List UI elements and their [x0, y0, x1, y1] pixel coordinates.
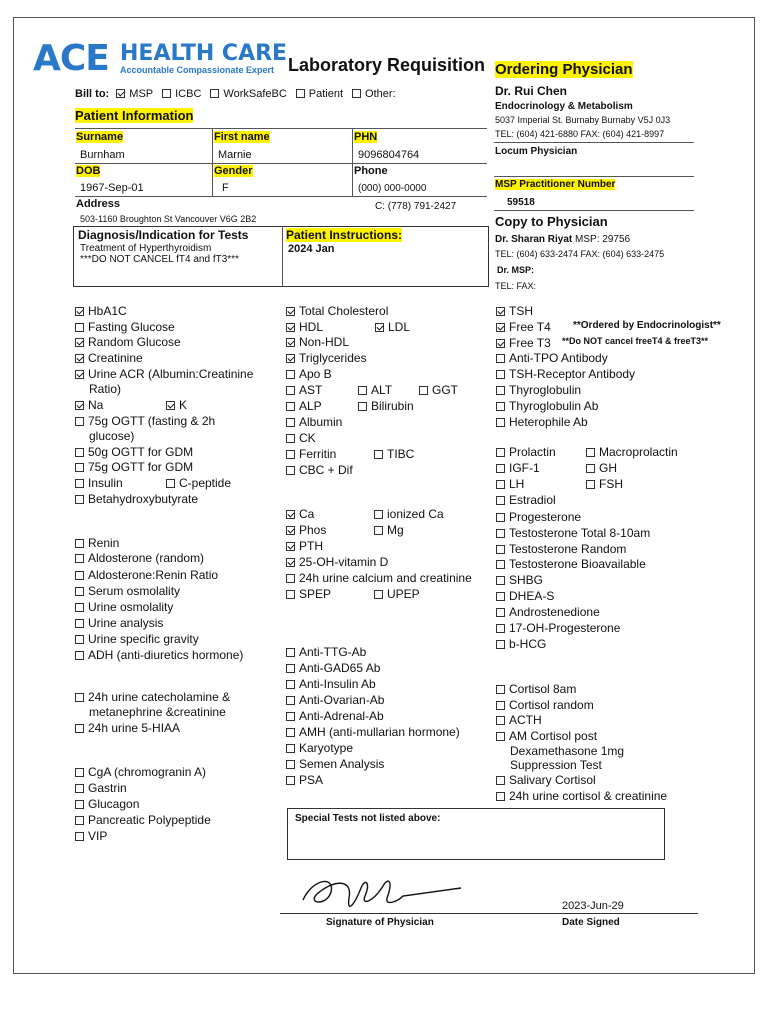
checkbox[interactable] — [75, 479, 84, 488]
test-ca[interactable]: Ca — [286, 507, 314, 521]
checkbox[interactable] — [286, 434, 295, 443]
test-k[interactable]: K — [166, 398, 187, 412]
firstname-label: First name — [214, 131, 270, 143]
checkbox[interactable] — [496, 716, 505, 725]
test-hdl[interactable]: HDL — [286, 320, 323, 334]
test-urine-osmolality[interactable]: Urine osmolality — [75, 600, 173, 614]
checkbox[interactable] — [496, 776, 505, 785]
test-renin[interactable]: Renin — [75, 536, 119, 550]
test-tsh-receptor-antibody[interactable]: TSH-Receptor Antibody — [496, 367, 635, 381]
test-fsh[interactable]: FSH — [586, 477, 623, 491]
checkbox[interactable] — [75, 539, 84, 548]
test-ldl[interactable]: LDL — [375, 320, 410, 334]
test-17-oh-progesterone[interactable]: 17-OH-Progesterone — [496, 621, 620, 635]
test-semen-analysis[interactable]: Semen Analysis — [286, 757, 384, 771]
copy-physician-1-contact: TEL: (604) 633-2474 FAX: (604) 633-2475 — [495, 249, 665, 259]
test-glucagon[interactable]: Glucagon — [75, 797, 139, 811]
checkbox[interactable] — [75, 463, 84, 472]
checkbox[interactable] — [210, 89, 219, 98]
test-mg[interactable]: Mg — [374, 523, 404, 537]
checkbox[interactable] — [496, 402, 505, 411]
checkbox[interactable] — [75, 554, 84, 563]
checkbox[interactable] — [75, 619, 84, 628]
checkbox[interactable] — [286, 590, 295, 599]
checkbox[interactable] — [75, 800, 84, 809]
diagnosis-heading: Diagnosis/Indication for Tests — [78, 228, 249, 242]
test-dhea-s[interactable]: DHEA-S — [496, 589, 554, 603]
test-testosterone-bioavailable[interactable]: Testosterone Bioavailable — [496, 557, 646, 571]
checkbox[interactable] — [496, 576, 505, 585]
checkbox[interactable] — [286, 370, 295, 379]
checkbox[interactable] — [286, 510, 295, 519]
logo-health-care-text: HEALTH CARE — [120, 41, 288, 66]
checkbox[interactable] — [286, 680, 295, 689]
test-cortisol-8am[interactable]: Cortisol 8am — [496, 682, 576, 696]
locum-physician-label: Locum Physician — [495, 146, 578, 157]
test-ggt[interactable]: GGT — [419, 383, 458, 397]
test-b-hcg[interactable]: b-HCG — [496, 637, 546, 651]
test-thyroglobulin[interactable]: Thyroglobulin — [496, 383, 581, 397]
bill-to-msp[interactable]: MSP — [116, 88, 153, 100]
checkbox[interactable] — [286, 450, 295, 459]
logo-ace-text: ACE — [33, 38, 109, 79]
checkbox[interactable] — [286, 323, 295, 332]
test-75g-ogtt-fasting-2h[interactable]: 75g OGTT (fasting & 2h — [75, 414, 215, 428]
checkbox[interactable] — [286, 526, 295, 535]
test-cga-chromogranin-a[interactable]: CgA (chromogranin A) — [75, 765, 206, 779]
copy-physician-2-contact: TEL: FAX: — [495, 281, 537, 291]
test-24h-urine-calcium-and-creatinine[interactable]: 24h urine calcium and creatinine — [286, 571, 472, 585]
surname-value: Burnham — [80, 149, 125, 161]
checkbox[interactable] — [374, 510, 383, 519]
copy-to-physician-heading: Copy to Physician — [495, 214, 608, 229]
checkbox[interactable] — [75, 693, 84, 702]
checkbox[interactable] — [75, 784, 84, 793]
checkbox[interactable] — [75, 571, 84, 580]
checkbox[interactable] — [75, 768, 84, 777]
date-signed-label: Date Signed — [562, 917, 620, 928]
ordering-physician-heading: Ordering Physician — [495, 61, 633, 78]
bill-to-other[interactable]: Other: — [352, 88, 396, 100]
checkbox[interactable] — [496, 592, 505, 601]
checkbox[interactable] — [586, 464, 595, 473]
checkbox[interactable] — [286, 574, 295, 583]
patient-instructions-heading: Patient Instructions: — [286, 228, 403, 242]
checkbox[interactable] — [419, 386, 428, 395]
bill-to-label: Bill to: — [75, 88, 110, 100]
checkbox[interactable] — [496, 792, 505, 801]
test-tsh[interactable]: TSH — [496, 304, 533, 318]
test-24h-urine-5-hiaa[interactable]: 24h urine 5-HIAA — [75, 721, 180, 735]
test-urine-analysis[interactable]: Urine analysis — [75, 616, 163, 630]
checkbox[interactable] — [162, 89, 171, 98]
phn-label: PHN — [354, 131, 378, 143]
checkbox[interactable] — [496, 418, 505, 427]
checkbox[interactable] — [358, 402, 367, 411]
checkbox[interactable] — [286, 402, 295, 411]
physician-contact: TEL: (604) 421-6880 FAX: (604) 421-8997 — [495, 129, 665, 139]
checkbox[interactable] — [75, 354, 84, 363]
test-non-hdl[interactable]: Non-HDL — [286, 335, 349, 349]
test-betahydroxybutyrate[interactable]: Betahydroxybutyrate — [75, 492, 198, 506]
patient-info-heading: Patient Information — [75, 108, 194, 123]
checkbox[interactable] — [286, 418, 295, 427]
test-adh-anti-diuretics-hormone[interactable]: ADH (anti-diuretics hormone) — [75, 648, 243, 662]
physician-name: Dr. Rui Chen — [495, 84, 568, 98]
checkbox[interactable] — [286, 354, 295, 363]
checkbox[interactable] — [496, 513, 505, 522]
special-tests-label: Special Tests not listed above: — [295, 813, 441, 824]
dob-value: 1967-Sep-01 — [80, 182, 144, 194]
checkbox[interactable] — [286, 466, 295, 475]
checkbox[interactable] — [116, 89, 125, 98]
test-label-continued: metanephrine &creatinine — [89, 705, 226, 719]
test-shbg[interactable]: SHBG — [496, 573, 543, 587]
checkbox[interactable] — [375, 323, 384, 332]
test-amh-anti-mullarian-hormone[interactable]: AMH (anti-mullarian hormone) — [286, 725, 460, 739]
checkbox[interactable] — [496, 448, 505, 457]
test-cbc-dif[interactable]: CBC + Dif — [286, 463, 353, 477]
physician-specialty: Endocrinology & Metabolism — [495, 101, 633, 112]
test-label-continued: Dexamethasone 1mg — [510, 744, 625, 758]
test-creatinine[interactable]: Creatinine — [75, 351, 143, 365]
checkbox[interactable] — [496, 545, 505, 554]
checkbox[interactable] — [496, 560, 505, 569]
checkbox[interactable] — [286, 338, 295, 347]
test-aldosterone-random[interactable]: Aldosterone (random) — [75, 551, 204, 565]
bill-to-patient[interactable]: Patient — [296, 88, 343, 100]
test-25-oh-vitamin-d[interactable]: 25-OH-vitamin D — [286, 555, 388, 569]
checkbox[interactable] — [496, 480, 505, 489]
copy-physician-2: Dr. MSP: — [497, 265, 535, 275]
checkbox[interactable] — [286, 664, 295, 673]
address-value: 503-1160 Broughton St Vancouver V6G 2B2 — [80, 214, 257, 224]
test-c-peptide[interactable]: C-peptide — [166, 476, 231, 490]
checkbox[interactable] — [496, 640, 505, 649]
checkbox[interactable] — [296, 89, 305, 98]
checkbox[interactable] — [75, 370, 84, 379]
test-ionized-ca[interactable]: ionized Ca — [374, 507, 444, 521]
test-triglycerides[interactable]: Triglycerides — [286, 351, 367, 365]
test-random-glucose[interactable]: Random Glucose — [75, 335, 181, 349]
test-fasting-glucose[interactable]: Fasting Glucose — [75, 320, 175, 334]
checkbox[interactable] — [75, 401, 84, 410]
checkbox[interactable] — [75, 724, 84, 733]
checkbox[interactable] — [75, 816, 84, 825]
free-t3-note: **Do NOT cancel freeT4 & freeT3** — [562, 336, 709, 346]
test-phos[interactable]: Phos — [286, 523, 326, 537]
test-heterophile-ab[interactable]: Heterophile Ab — [496, 415, 588, 429]
checkbox[interactable] — [75, 495, 84, 504]
test-anti-gad65-ab[interactable]: Anti-GAD65 Ab — [286, 661, 380, 675]
checkbox[interactable] — [496, 624, 505, 633]
checkbox[interactable] — [75, 832, 84, 841]
test-anti-ovarian-ab[interactable]: Anti-Ovarian-Ab — [286, 693, 384, 707]
checkbox[interactable] — [75, 587, 84, 596]
checkbox[interactable] — [586, 448, 595, 457]
test-cortisol-random[interactable]: Cortisol random — [496, 698, 594, 712]
test-am-cortisol-post[interactable]: AM Cortisol post — [496, 729, 597, 743]
checkbox[interactable] — [286, 648, 295, 657]
copy-physician-1: Dr. Sharan Riyat MSP: 29756 — [495, 234, 631, 245]
test-bilirubin[interactable]: Bilirubin — [358, 399, 414, 413]
firstname-value: Marnie — [218, 149, 252, 161]
test-label-continued: Suppression Test — [510, 758, 602, 772]
test-aldosterone-renin-ratio[interactable]: Aldosterone:Renin Ratio — [75, 568, 218, 582]
test-urine-specific-gravity[interactable]: Urine specific gravity — [75, 632, 199, 646]
test-ferritin[interactable]: Ferritin — [286, 447, 336, 461]
test-pancreatic-polypeptide[interactable]: Pancreatic Polypeptide — [75, 813, 211, 827]
test-spep[interactable]: SPEP — [286, 587, 331, 601]
test-lh[interactable]: LH — [496, 477, 524, 491]
test-hba1c[interactable]: HbA1C — [75, 304, 127, 318]
checkbox[interactable] — [496, 608, 505, 617]
test-gastrin[interactable]: Gastrin — [75, 781, 127, 795]
test-albumin[interactable]: Albumin — [286, 415, 342, 429]
test-apo-b[interactable]: Apo B — [286, 367, 332, 381]
checkbox[interactable] — [75, 651, 84, 660]
test-testosterone-total-8-10am[interactable]: Testosterone Total 8-10am — [496, 526, 650, 540]
msp-number: 59518 — [507, 197, 535, 208]
checkbox[interactable] — [496, 307, 505, 316]
test-upep[interactable]: UPEP — [374, 587, 420, 601]
test-salivary-cortisol[interactable]: Salivary Cortisol — [496, 773, 596, 787]
bill-to-worksafebc[interactable]: WorkSafeBC — [210, 88, 286, 100]
checkbox[interactable] — [75, 307, 84, 316]
gender-label: Gender — [214, 165, 253, 177]
physician-signature — [293, 868, 463, 918]
checkbox[interactable] — [286, 760, 295, 769]
checkbox[interactable] — [496, 339, 505, 348]
dob-label: DOB — [76, 165, 101, 177]
checkbox[interactable] — [75, 323, 84, 332]
checkbox[interactable] — [286, 744, 295, 753]
date-signed-value: 2023-Jun-29 — [562, 900, 624, 912]
test-ast[interactable]: AST — [286, 383, 322, 397]
checkbox[interactable] — [286, 776, 295, 785]
checkbox[interactable] — [496, 529, 505, 538]
test-75g-ogtt-for-gdm[interactable]: 75g OGTT for GDM — [75, 460, 193, 474]
test-anti-tpo-antibody[interactable]: Anti-TPO Antibody — [496, 351, 608, 365]
test-24h-urine-catecholamine[interactable]: 24h urine catecholamine & — [75, 690, 230, 704]
checkbox[interactable] — [496, 732, 505, 741]
page-title: Laboratory Requisition — [288, 55, 486, 75]
test-serum-osmolality[interactable]: Serum osmolality — [75, 584, 180, 598]
test-macroprolactin[interactable]: Macroprolactin — [586, 445, 678, 459]
checkbox[interactable] — [286, 386, 295, 395]
checkbox[interactable] — [586, 480, 595, 489]
checkbox[interactable] — [374, 590, 383, 599]
checkbox[interactable] — [75, 635, 84, 644]
signature-label: Signature of Physician — [326, 917, 434, 928]
test-tibc[interactable]: TIBC — [374, 447, 414, 461]
test-thyroglobulin-ab[interactable]: Thyroglobulin Ab — [496, 399, 598, 413]
test-total-cholesterol[interactable]: Total Cholesterol — [286, 304, 388, 318]
checkbox[interactable] — [496, 354, 505, 363]
diagnosis-line1: Treatment of Hyperthyroidism — [80, 243, 212, 254]
test-anti-insulin-ab[interactable]: Anti-Insulin Ab — [286, 677, 376, 691]
test-acth[interactable]: ACTH — [496, 713, 542, 727]
test-psa[interactable]: PSA — [286, 773, 323, 787]
cell-phone-value: C: (778) 791-2427 — [375, 201, 457, 212]
checkbox[interactable] — [374, 526, 383, 535]
free-t4-note: **Ordered by Endocrinologist** — [573, 320, 721, 331]
test-prolactin[interactable]: Prolactin — [496, 445, 556, 459]
test-24h-urine-cortisol-creatinine[interactable]: 24h urine cortisol & creatinine — [496, 789, 667, 803]
checkbox[interactable] — [286, 558, 295, 567]
address-label: Address — [76, 198, 121, 210]
test-free-t4[interactable]: Free T4 — [496, 320, 551, 334]
checkbox[interactable] — [374, 450, 383, 459]
test-vip[interactable]: VIP — [75, 829, 107, 843]
checkbox[interactable] — [286, 712, 295, 721]
checkbox[interactable] — [286, 542, 295, 551]
test-50g-ogtt-for-gdm[interactable]: 50g OGTT for GDM — [75, 445, 193, 459]
bill-to-icbc[interactable]: ICBC — [162, 88, 201, 100]
test-label-continued: Ratio) — [89, 382, 122, 396]
test-igf-1[interactable]: IGF-1 — [496, 461, 540, 475]
test-estradiol[interactable]: Estradiol — [496, 493, 556, 507]
test-ck[interactable]: CK — [286, 431, 316, 445]
checkbox[interactable] — [75, 417, 84, 426]
checkbox[interactable] — [496, 370, 505, 379]
surname-label: Surname — [76, 131, 124, 143]
test-anti-adrenal-ab[interactable]: Anti-Adrenal-Ab — [286, 709, 384, 723]
phone-value: (000) 000-0000 — [358, 183, 427, 194]
patient-instructions-text: 2024 Jan — [288, 243, 335, 255]
msp-practitioner-heading: MSP Practitioner Number — [495, 179, 616, 190]
test-karyotype[interactable]: Karyotype — [286, 741, 353, 755]
diagnosis-line2: ***DO NOT CANCEL fT4 and fT3*** — [80, 254, 239, 265]
test-gh[interactable]: GH — [586, 461, 617, 475]
test-progesterone[interactable]: Progesterone — [496, 510, 581, 524]
test-na[interactable]: Na — [75, 398, 103, 412]
test-alt[interactable]: ALT — [358, 383, 392, 397]
checkbox[interactable] — [496, 323, 505, 332]
checkbox[interactable] — [286, 696, 295, 705]
test-anti-ttg-ab[interactable]: Anti-TTG-Ab — [286, 645, 366, 659]
test-label-continued: glucose) — [89, 429, 135, 443]
logo-tagline: Accountable Compassionate Expert — [120, 65, 275, 75]
checkbox[interactable] — [166, 479, 175, 488]
test-testosterone-random[interactable]: Testosterone Random — [496, 542, 626, 556]
checkbox[interactable] — [75, 603, 84, 612]
checkbox[interactable] — [75, 338, 84, 347]
physician-address: 5037 Imperial St. Burnaby Burnaby V5J 0J3 — [495, 115, 671, 125]
test-alp[interactable]: ALP — [286, 399, 322, 413]
checkbox[interactable] — [358, 386, 367, 395]
checkbox[interactable] — [286, 307, 295, 316]
checkbox[interactable] — [496, 386, 505, 395]
checkbox[interactable] — [496, 496, 505, 505]
checkbox[interactable] — [352, 89, 361, 98]
bill-to-row — [75, 88, 396, 100]
gender-value: F — [222, 182, 229, 194]
test-free-t3[interactable]: Free T3 — [496, 336, 551, 350]
checkbox[interactable] — [286, 728, 295, 737]
phn-value: 9096804764 — [358, 149, 420, 161]
checkbox[interactable] — [75, 448, 84, 457]
test-pth[interactable]: PTH — [286, 539, 323, 553]
checkbox[interactable] — [496, 685, 505, 694]
test-insulin[interactable]: Insulin — [75, 476, 123, 490]
checkbox[interactable] — [496, 701, 505, 710]
checkbox[interactable] — [166, 401, 175, 410]
checkbox[interactable] — [496, 464, 505, 473]
test-urine-acr-albumin-creatinine[interactable]: Urine ACR (Albumin:Creatinine — [75, 367, 253, 381]
test-androstenedione[interactable]: Androstenedione — [496, 605, 600, 619]
phone-label: Phone — [354, 165, 388, 177]
